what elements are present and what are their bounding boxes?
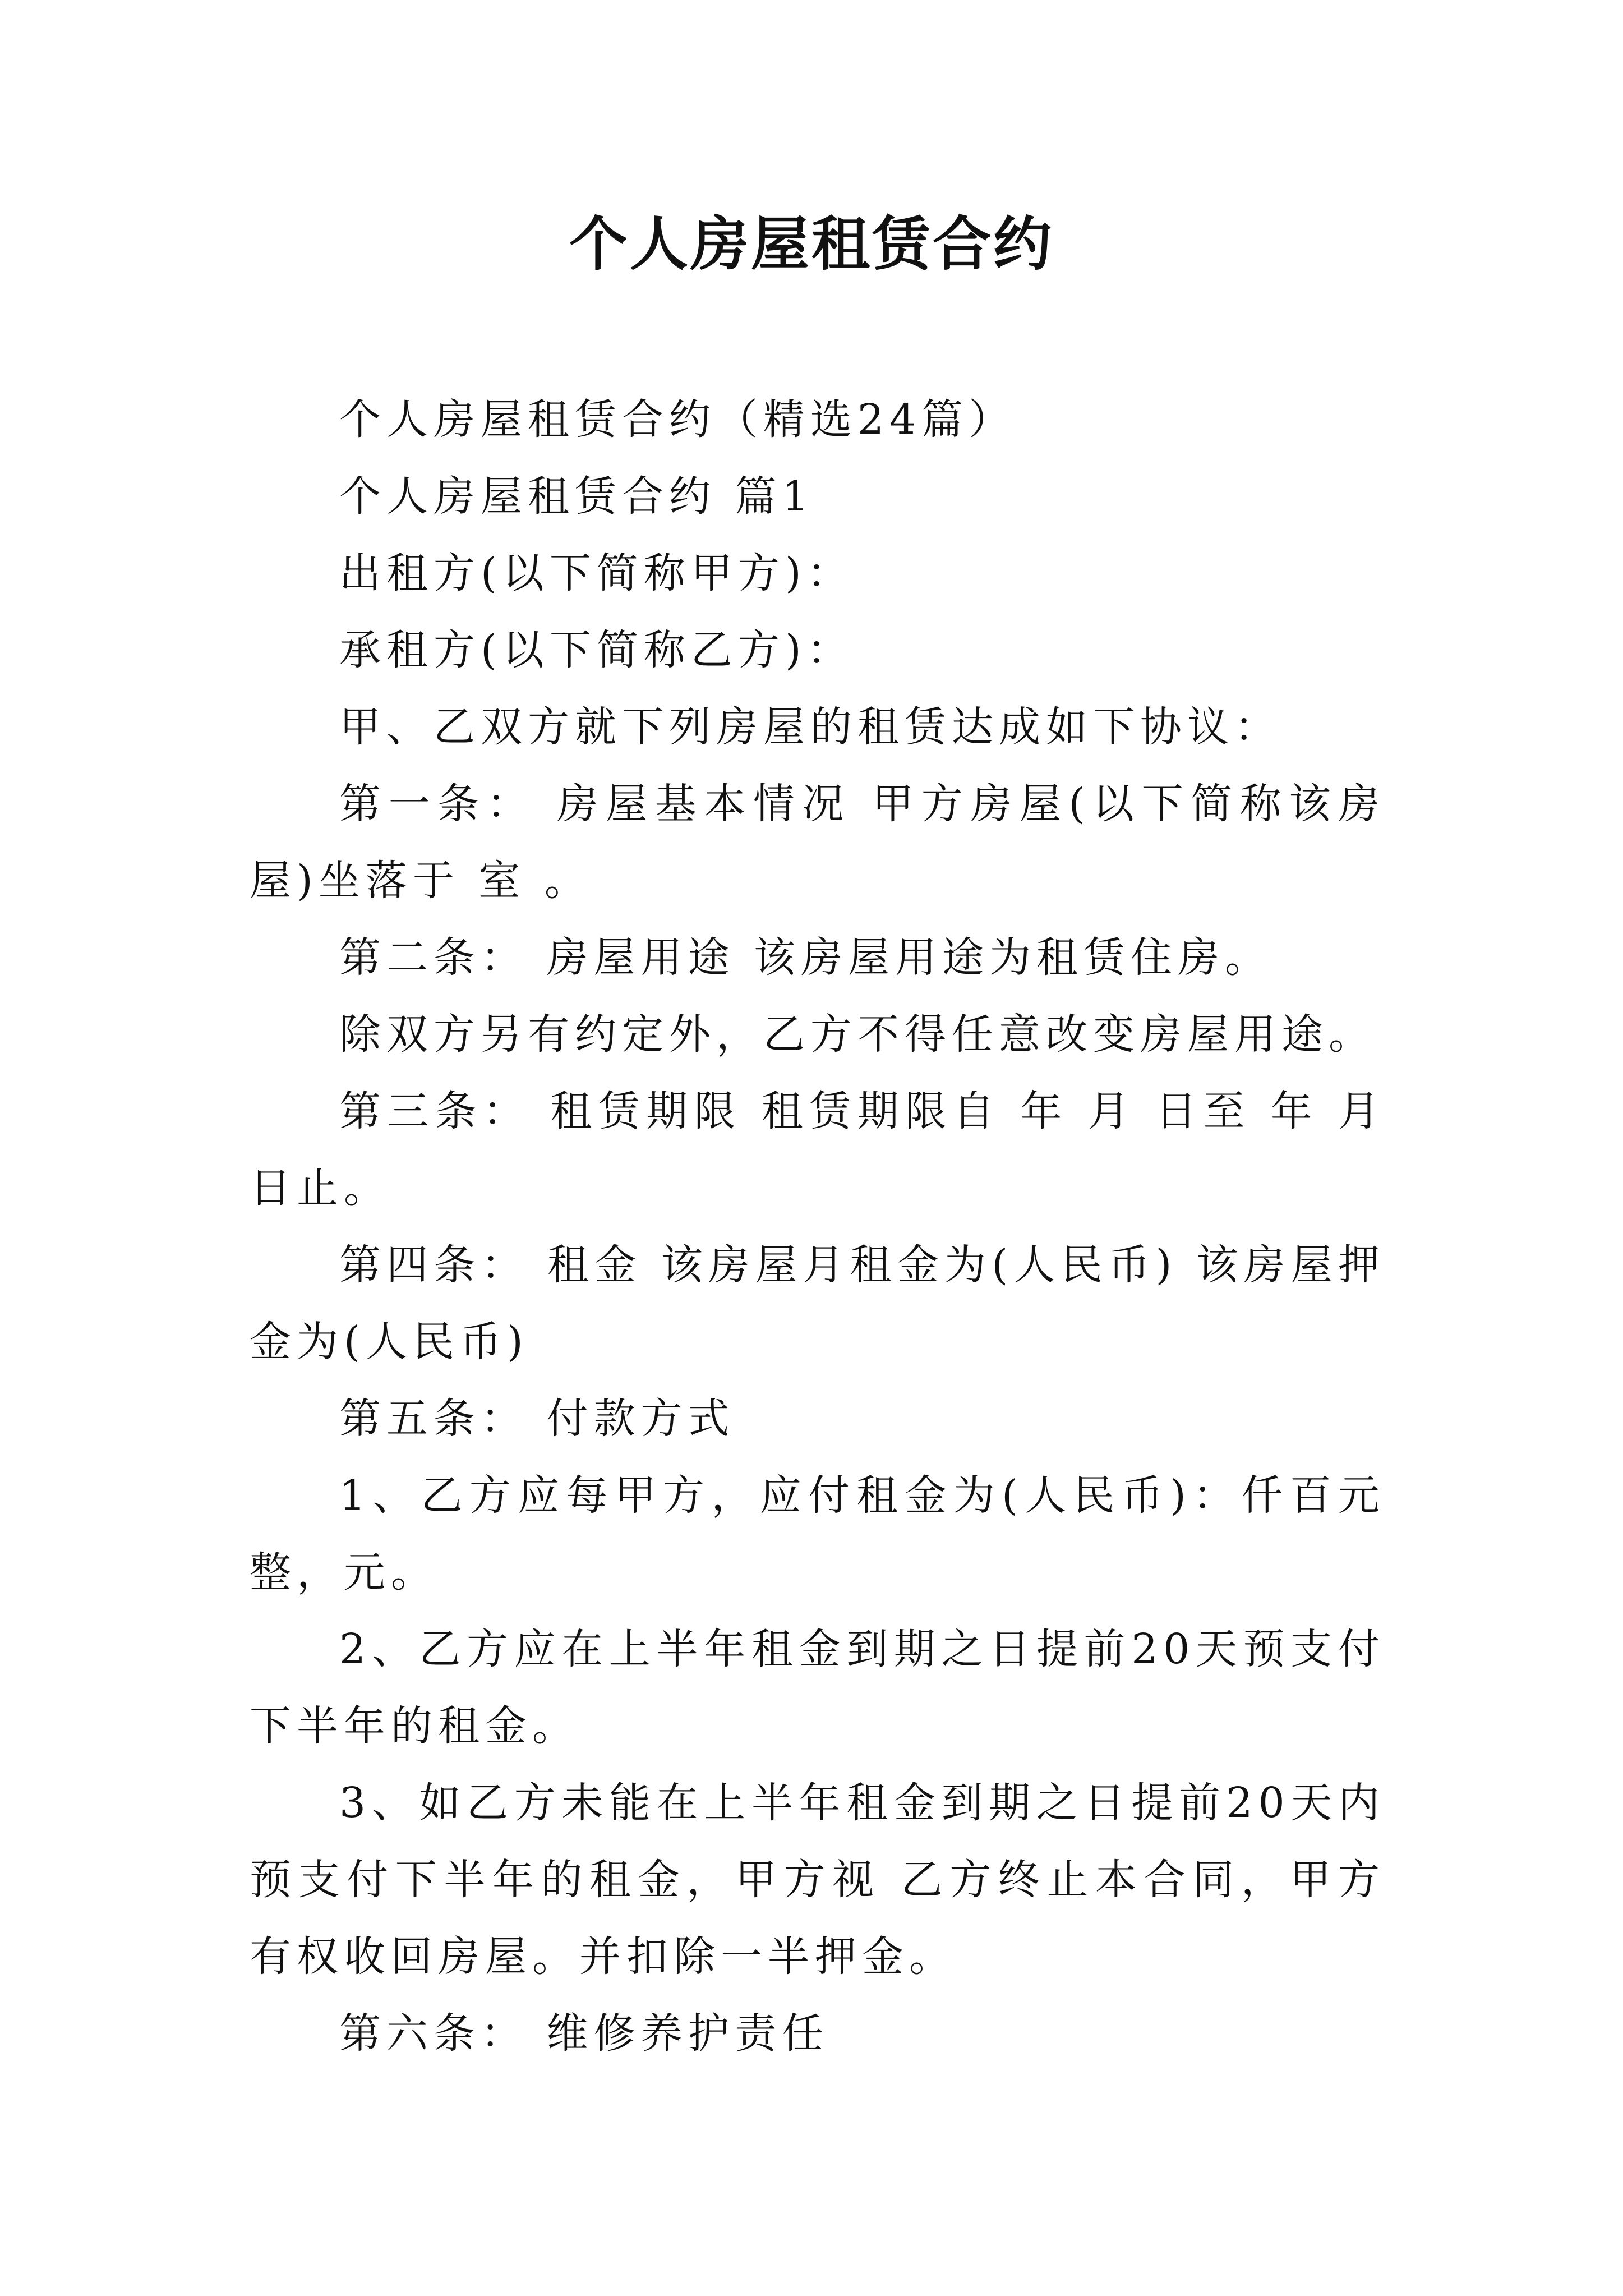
paragraph-subtitle: 个人房屋租赁合约（精选24篇） bbox=[339, 395, 1016, 444]
paragraph-article-1: 第一条： 房屋基本情况 甲方房屋(以下简称该房屋)坐落于 室 。 bbox=[250, 780, 1385, 905]
paragraph-article-3: 第三条： 租赁期限 租赁期限自 年 月 日至 年 月 日止。 bbox=[250, 1087, 1385, 1212]
paragraph-payment-3: 3、如乙方未能在上半年租金到期之日提前20天内预支付下半年的租金，甲方视 乙方终止本合同，甲方有权收回房屋。并扣除一半押金。 bbox=[250, 1779, 1385, 1981]
paragraph-lessor: 出租方(以下简称甲方)： bbox=[339, 549, 854, 597]
paragraph-article-2: 第二条： 房屋用途 该房屋用途为租赁住房。 bbox=[339, 933, 1272, 982]
paragraph-article-5: 第五条： 付款方式 bbox=[339, 1395, 735, 1443]
paragraph-payment-2: 2、乙方应在上半年租金到期之日提前20天预支付下半年的租金。 bbox=[250, 1625, 1385, 1750]
paragraph-payment-1: 1、乙方应每甲方，应付租金为(人民币)：仟百元整，元。 bbox=[250, 1471, 1385, 1596]
paragraph-article-4: 第四条： 租金 该房屋月租金为(人民币) 该房屋押金为(人民币) bbox=[250, 1241, 1385, 1366]
document-title: 个人房屋租赁合约 bbox=[569, 209, 1054, 278]
document-body bbox=[250, 381, 1385, 2072]
paragraph-article-6: 第六条： 维修养护责任 bbox=[339, 2009, 829, 2058]
paragraph-agreement-intro: 甲、乙双方就下列房屋的租赁达成如下协议： bbox=[339, 703, 1281, 751]
paragraph-article-2-note: 除双方另有约定外，乙方不得任意改变房屋用途。 bbox=[339, 1010, 1376, 1059]
paragraph-lessee: 承租方(以下简称乙方)： bbox=[339, 626, 854, 674]
paragraph-section-heading: 个人房屋租赁合约 篇1 bbox=[339, 472, 814, 521]
